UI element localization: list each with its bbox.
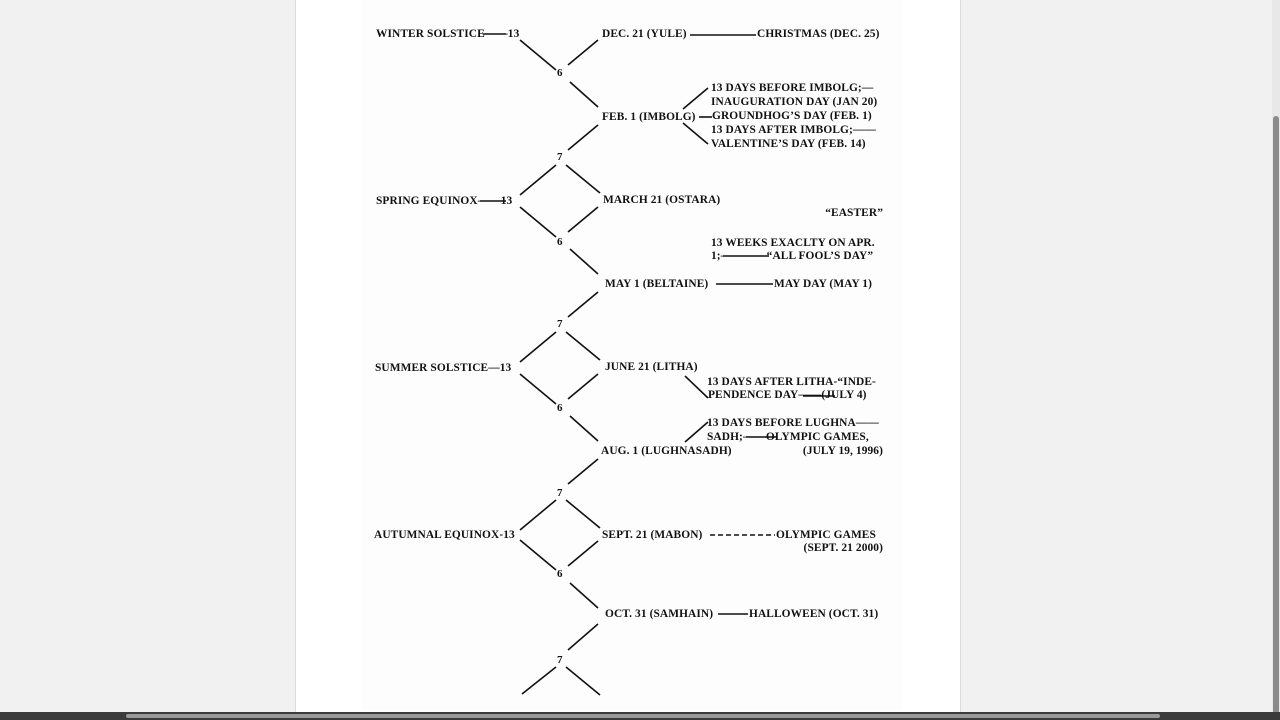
event-independence: PENDENCE DAY——(JULY 4)	[708, 389, 867, 401]
event-olympics-2000: OLYMPIC GAMES	[776, 529, 876, 541]
node-number: 7	[557, 151, 563, 163]
event-litha-after: 13 DAYS AFTER LITHA-“INDE-	[707, 376, 876, 388]
node-number: 6	[557, 236, 563, 248]
event-olympics-1996: SADH;——OLYMPIC GAMES,	[707, 431, 869, 443]
date-ostara: MARCH 21 (OSTARA)	[603, 194, 721, 206]
event-imbolg-before: 13 DAYS BEFORE IMBOLG;—	[711, 82, 874, 94]
date-beltaine: MAY 1 (BELTAINE)	[605, 278, 709, 290]
spring-equinox-label: SPRING EQUINOX——13	[376, 195, 513, 207]
autumnal-equinox-label: AUTUMNAL EQUINOX-13	[374, 529, 515, 541]
event-valentine: VALENTINE’S DAY (FEB. 14)	[711, 138, 866, 150]
node-number: 7	[557, 318, 563, 330]
event-fools-line1: 13 WEEKS EXACLTY ON APR.	[711, 237, 875, 249]
vertical-scrollbar-thumb[interactable]	[1273, 116, 1279, 714]
event-easter: “EASTER”	[825, 207, 883, 219]
event-christmas: CHRISTMAS (DEC. 25)	[757, 28, 880, 40]
event-imbolg-after: 13 DAYS AFTER IMBOLG;——	[711, 124, 876, 136]
event-olympics-1996-date: (JULY 19, 1996)	[802, 445, 883, 457]
date-mabon: SEPT. 21 (MABON)	[602, 529, 703, 541]
node-number: 6	[557, 568, 563, 580]
date-lughnasadh: AUG. 1 (LUGHNASADH)	[601, 445, 732, 457]
event-may-day: MAY DAY (MAY 1)	[774, 278, 872, 290]
horizontal-scrollbar-thumb[interactable]	[126, 714, 1160, 718]
date-samhain: OCT. 31 (SAMHAIN)	[605, 608, 714, 620]
event-groundhog: GROUNDHOG’S DAY (FEB. 1)	[712, 110, 872, 122]
event-olympics-2000-date: (SEPT. 21 2000)	[803, 542, 883, 554]
date-imbolg: FEB. 1 (IMBOLG)	[602, 111, 696, 123]
date-yule: DEC. 21 (YULE)	[602, 28, 687, 40]
node-number: 6	[557, 402, 563, 414]
node-number: 6	[557, 67, 563, 79]
event-halloween: HALLOWEEN (OCT. 31)	[749, 608, 879, 620]
date-litha: JUNE 21 (LITHA)	[605, 361, 698, 373]
winter-solstice-label: WINTER SOLSTICE——13	[376, 28, 520, 40]
node-number: 7	[557, 487, 563, 499]
event-inauguration: INAUGURATION DAY (JAN 20)	[711, 96, 878, 108]
summer-solstice-label: SUMMER SOLSTICE—13	[375, 362, 512, 374]
node-number: 7	[557, 654, 563, 666]
event-fools-line2: 1;————“ALL FOOL’S DAY”	[711, 250, 874, 262]
event-lugh-before: 13 DAYS BEFORE LUGHNA——	[707, 417, 879, 429]
